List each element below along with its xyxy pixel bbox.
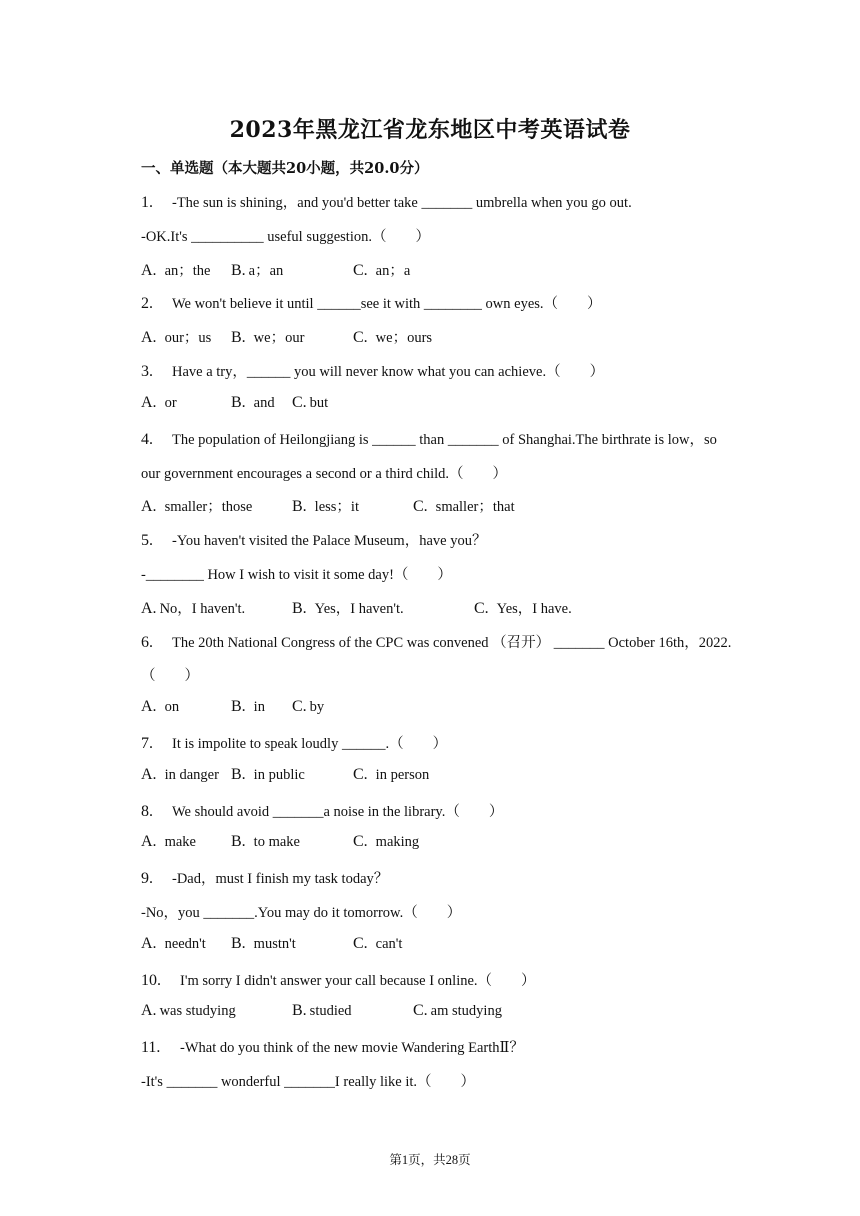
question-10-option-c[interactable]: C. am studying [413, 1002, 502, 1019]
question-2-option-a[interactable]: A. our；us [141, 329, 212, 346]
question-8-option-a[interactable]: A. make [141, 833, 196, 850]
question-1-line-1: 1. -The sun is shining，and you'd better take _______ umbrella when you go out. [141, 194, 632, 211]
question-10-option-a[interactable]: A. was studying [141, 1002, 236, 1019]
question-6-option-c[interactable]: C. by [292, 698, 325, 715]
question-8-option-c[interactable]: C. making [353, 833, 420, 850]
question-9-option-c[interactable]: C. can't [353, 935, 403, 952]
question-7-option-b[interactable]: B. in public [231, 766, 305, 783]
question-6-line-1: 6. The 20th National Congress of the CPC was convened （召开） _______ October 16th，2022. [141, 634, 732, 651]
question-4-option-a[interactable]: A. smaller；those [141, 498, 253, 515]
question-5-line-2: -________ How I wish to visit it some day!（ ） [141, 567, 452, 583]
page-footer: 第1页，共28页 [389, 1153, 471, 1167]
question-9-line-1: 9. -Dad，must I finish my task today？ [141, 870, 389, 887]
question-2-option-b[interactable]: B. we；our [231, 329, 305, 346]
question-5-option-a[interactable]: A. No，I haven't. [141, 600, 246, 617]
question-3-option-c[interactable]: C. but [292, 394, 329, 411]
question-6-option-b[interactable]: B. in [231, 698, 265, 715]
question-8-option-b[interactable]: B. to make [231, 833, 300, 850]
question-5-line-1: 5. -You haven't visited the Palace Museum，have you？ [141, 532, 487, 549]
question-5-option-c[interactable]: C. Yes，I have. [474, 600, 572, 617]
question-6-option-a[interactable]: A. on [141, 698, 180, 715]
question-4-line-2: our government encourages a second or a third child.（ ） [141, 466, 508, 482]
question-9-option-a[interactable]: A. needn't [141, 935, 206, 952]
question-4-option-c[interactable]: C. smaller；that [413, 498, 515, 515]
question-2-line-1: 2. We won't believe it until ______see it with ________ own eyes.（ ） [141, 295, 602, 312]
question-8-line-1: 8. We should avoid _______a noise in the library.（ ） [141, 803, 504, 820]
question-7-line-1: 7. It is impolite to speak loudly ______.（ ） [141, 735, 448, 752]
question-1-option-c[interactable]: C. an；a [353, 262, 411, 279]
section-title: 一、单选题（本大题共20小题，共20.0分） [141, 160, 429, 177]
question-11-line-2: -It's _______ wonderful _______I really like it.（ ） [141, 1074, 476, 1090]
question-7-option-c[interactable]: C. in person [353, 766, 430, 783]
question-5-option-b[interactable]: B. Yes，I haven't. [292, 600, 404, 617]
question-6-line-2: （ ） [141, 668, 199, 684]
question-4-line-1: 4. The population of Heilongjiang is ______ than _______ of Shanghai.The birthrate is low，so [141, 431, 717, 448]
question-11-line-1: 11. -What do you think of the new movie Wandering EarthⅡ？ [141, 1039, 524, 1056]
page-title: 2023年黑龙江省龙东地区中考英语试卷 [229, 117, 631, 143]
question-4-option-b[interactable]: B. less；it [292, 498, 359, 515]
question-3-option-b[interactable]: B. and [231, 394, 275, 411]
question-9-option-b[interactable]: B. mustn't [231, 935, 296, 952]
question-10-option-b[interactable]: B. studied [292, 1002, 352, 1019]
question-3-line-1: 3. Have a try，______ you will never know what you can achieve.（ ） [141, 363, 605, 380]
question-3-option-a[interactable]: A. or [141, 394, 177, 411]
question-1-line-2: -OK.It's __________ useful suggestion.（ ） [141, 229, 430, 245]
question-10-line-1: 10. I'm sorry I didn't answer your call because I online.（ ） [141, 972, 536, 989]
question-2-option-c[interactable]: C. we；ours [353, 329, 433, 346]
question-9-line-2: -No，you _______.You may do it tomorrow.（ ） [141, 905, 462, 921]
question-1-option-b[interactable]: B. a；an [231, 262, 284, 279]
question-7-option-a[interactable]: A. in danger [141, 766, 219, 783]
question-1-option-a[interactable]: A. an；the [141, 262, 211, 279]
